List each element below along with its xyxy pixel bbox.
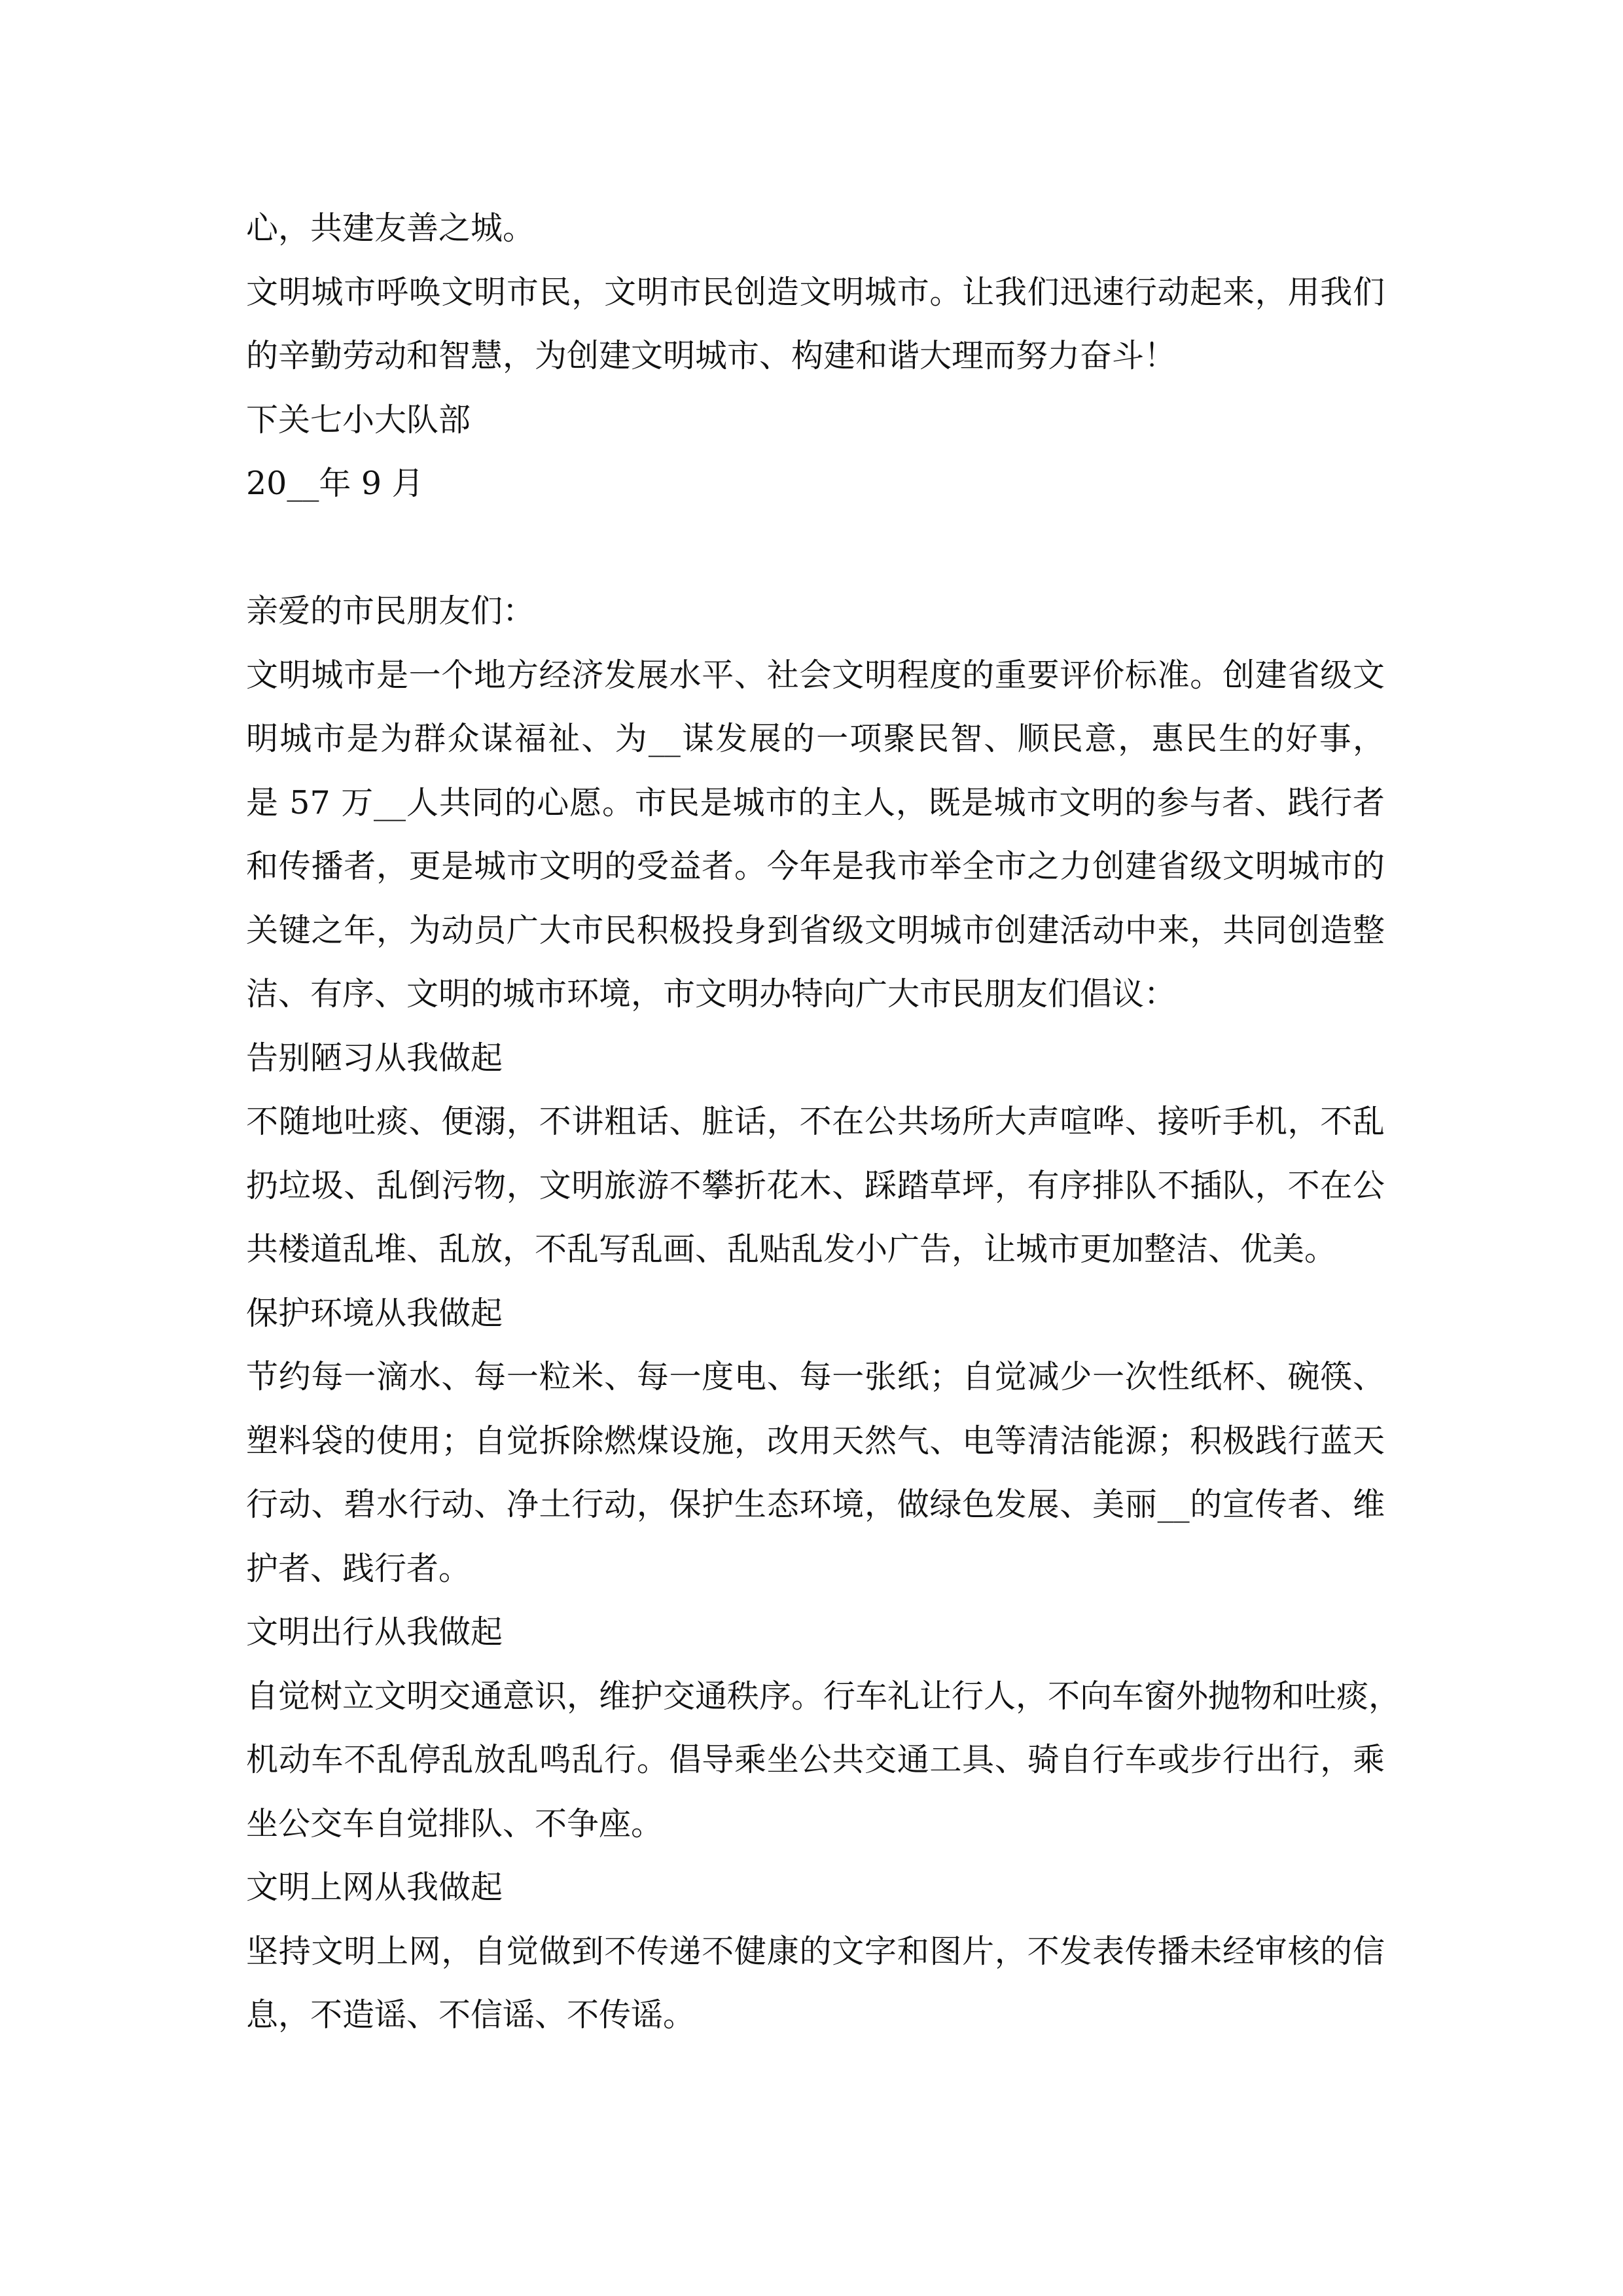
section-line: 护者、践行者。 [246, 1549, 471, 1587]
continuation-line: 心，共建友善之城。 [246, 209, 535, 247]
section-line: 机动车不乱停乱放乱鸣乱行。倡导乘坐公共交通工具、骑自行车或步行出行，乘 [246, 1741, 1385, 1778]
section-heading: 文明上网从我做起 [246, 1869, 503, 1906]
section-line: 扔垃圾、乱倒污物，文明旅游不攀折花木、踩踏草坪，有序排队不插队，不在公 [246, 1166, 1385, 1204]
intro-line: 是 57 万__人共同的心愿。市民是城市的主人，既是城市文明的参与者、践行者 [246, 783, 1385, 821]
section-line: 自觉树立文明交通意识，维护交通秩序。行车礼让行人，不向车窗外抛物和吐痰， [246, 1677, 1401, 1715]
intro-line: 关键之年，为动员广大市民积极投身到省级文明城市创建活动中来，共同创造整 [246, 911, 1385, 949]
section-spacer [246, 516, 1385, 580]
document-body [246, 196, 1401, 2047]
closing-paragraph-line: 文明城市呼唤文明市民，文明市民创造文明城市。让我们迅速行动起来，用我们 [246, 273, 1385, 311]
section-line: 不随地吐痰、便溺，不讲粗话、脏话，不在公共场所大声喧哗、接听手机，不乱 [246, 1103, 1385, 1140]
date-line: 20__年 9 月 [246, 465, 424, 502]
section-line: 行动、碧水行动、净土行动，保护生态环境，做绿色发展、美丽__的宣传者、维 [246, 1486, 1385, 1523]
intro-line: 明城市是为群众谋福祉、为__谋发展的一项聚民智、顺民意，惠民生的好事， [246, 720, 1385, 757]
intro-line: 洁、有序、文明的城市环境，市文明办特向广大市民朋友们倡议： [246, 975, 1177, 1013]
section-heading: 保护环境从我做起 [246, 1294, 503, 1332]
section-line: 塑料袋的使用；自觉拆除燃煤设施，改用天然气、电等清洁能源；积极践行蓝天 [246, 1422, 1385, 1460]
section-line: 节约每一滴水、每一粒米、每一度电、每一张纸；自觉减少一次性纸杯、碗筷、 [246, 1358, 1385, 1395]
closing-paragraph-line: 的辛勤劳动和智慧，为创建文明城市、构建和谐大理而努力奋斗！ [246, 337, 1177, 374]
signature: 下关七小大队部 [246, 401, 471, 439]
section-line: 坚持文明上网，自觉做到不传递不健康的文字和图片，不发表传播未经审核的信 [246, 1932, 1385, 1970]
salutation: 亲爱的市民朋友们： [246, 592, 535, 630]
intro-line: 和传播者，更是城市文明的受益者。今年是我市举全市之力创建省级文明城市的 [246, 848, 1385, 885]
section-line: 共楼道乱堆、乱放，不乱写乱画、乱贴乱发小广告，让城市更加整洁、优美。 [246, 1230, 1337, 1268]
intro-line: 文明城市是一个地方经济发展水平、社会文明程度的重要评价标准。创建省级文 [246, 656, 1385, 694]
section-line: 息，不造谣、不信谣、不传谣。 [246, 1996, 696, 2034]
section-heading: 告别陋习从我做起 [246, 1039, 503, 1077]
section-line: 坐公交车自觉排队、不争座。 [246, 1804, 664, 1842]
section-heading: 文明出行从我做起 [246, 1613, 503, 1651]
